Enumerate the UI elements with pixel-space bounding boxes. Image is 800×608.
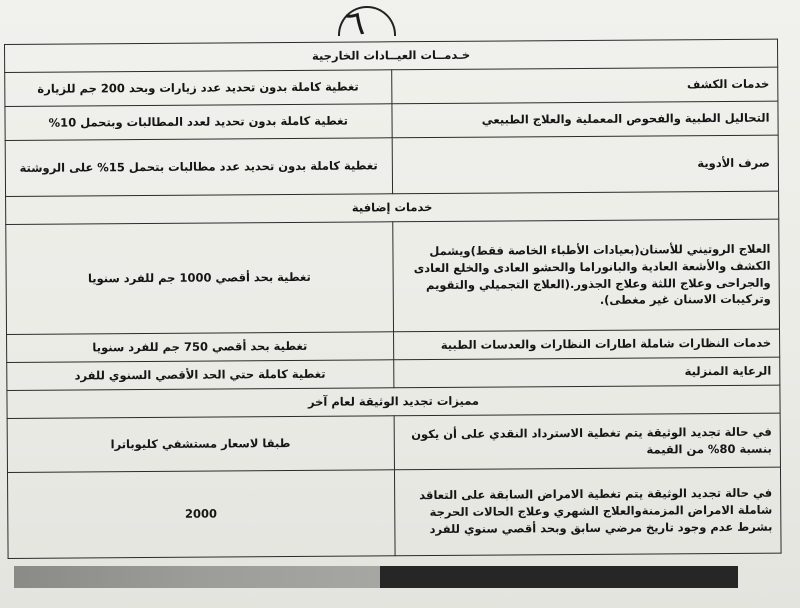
table-row: [7, 413, 780, 472]
coverage-cell: تغطية بحد أقصي 750 جم للفرد سنويا: [7, 332, 394, 363]
renewal-benefits-title: مميزات تجديد الوثيقة لعام آخر: [7, 385, 780, 418]
coverage-cell: تغطية بحد أقصي 1000 جم للفرد سنويا: [6, 222, 393, 335]
table-row: [6, 219, 780, 334]
service-cell: في حالة تجديد الوثيقة يتم تغطية الامراض السابقة على التعاقد شاملة الامراض المزمنةوالعلاج الشهري وعلاج الحالات الحرجة بشرط عدم وجود تاريخ مرضي سابق وبحد أقصي سنوي للفرد: [394, 467, 781, 556]
coverage-cell: 2000: [7, 470, 394, 559]
additional-services-title: خدمات إضافية: [6, 191, 779, 224]
coverage-cell: تغطية كاملة بدون تحديد لعدد المطالبات وبتحمل 10%: [5, 104, 392, 141]
table-row: [5, 101, 778, 140]
table-row: [5, 135, 778, 196]
coverage-cell: طبقا لاسعار مستشفي كليوباترا: [7, 416, 394, 473]
page-number: ٦: [343, 2, 367, 46]
footer-bar-light: [14, 566, 380, 588]
service-cell: العلاج الروتيني للأسنان(بعيادات الأطباء الخاصة فقط)ويشمل الكشف والأشعة العادية والبانوراما والحشو العادى والخلع العادى والجراحى وعلاج اللثة وعلاج الجذور.(العلاج التجميلي والتقويم وتركيبات الاسنان غير مغطى).: [392, 219, 779, 332]
service-cell: خدمات الكشف: [391, 67, 778, 104]
service-cell: التحاليل الطبية والفحوص المعملية والعلاج الطبيعي: [391, 101, 778, 138]
coverage-cell: تغطية كاملة حتي الحد الأقصي السنوي للفرد: [7, 360, 394, 391]
service-cell: في حالة تجديد الوثيقة يتم تغطية الاسترداد النقدي على أن يكون بنسبة 80% من القيمة: [394, 413, 781, 470]
table-row: [5, 67, 778, 106]
coverage-cell: تغطية كاملة بدون تحديد عدد مطالبات بتحمل 15% على الروشتة: [5, 138, 392, 197]
outpatient-services-header: خـدمــات العيــادات الخارجية: [5, 39, 778, 72]
benefits-table: [4, 39, 782, 559]
service-cell: الرعاية المنزلية: [393, 357, 780, 388]
service-cell: صرف الأدوية: [392, 135, 779, 194]
table-row: [7, 467, 781, 558]
service-cell: خدمات النظارات شاملة اطارات النظارات والعدسات الطبية: [393, 329, 780, 360]
footer-bar-dark: [380, 566, 738, 588]
coverage-cell: تغطية كاملة بدون تحديد عدد زيارات وبحد 200 جم للزيارة: [5, 70, 392, 107]
